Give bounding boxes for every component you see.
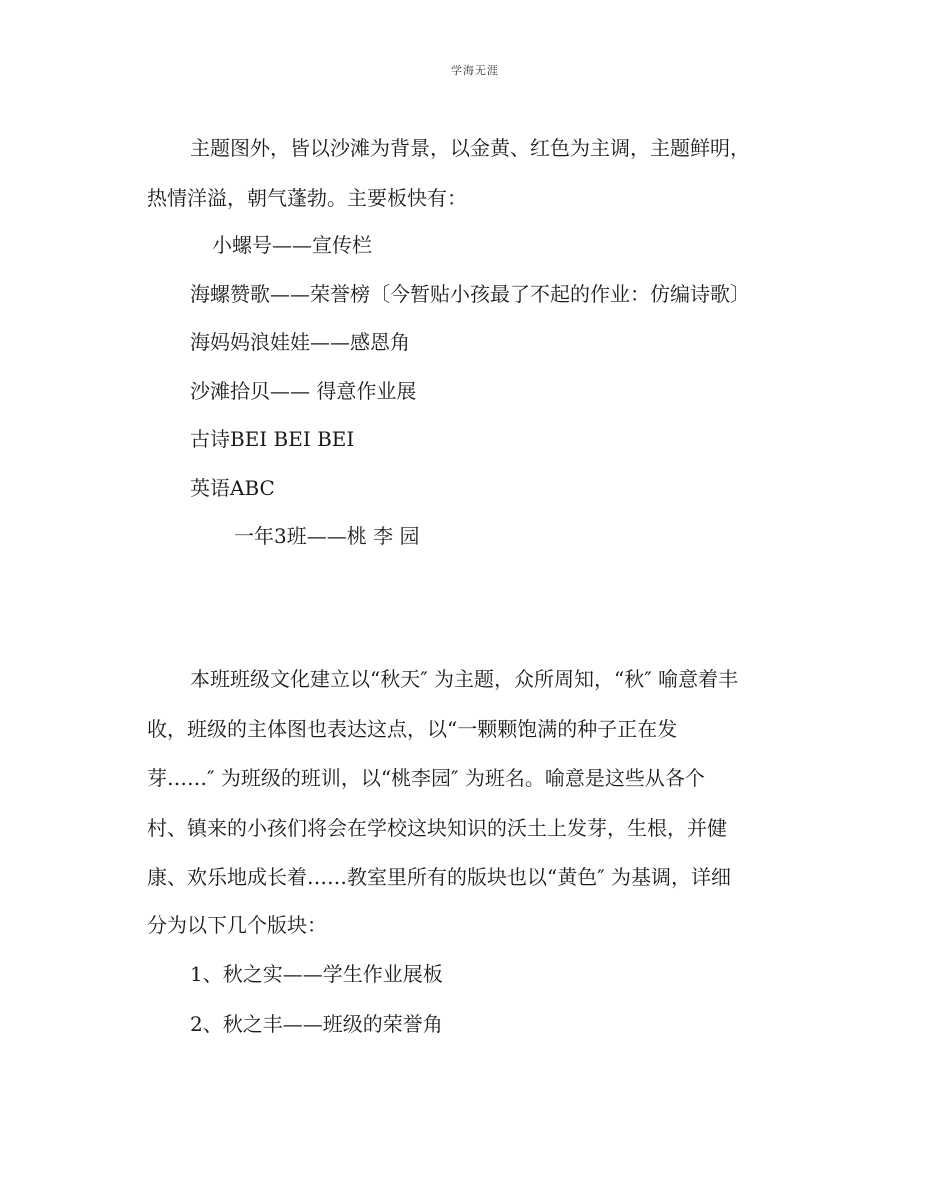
board-item-gushi: 古诗BEI BEI BEI: [190, 427, 355, 451]
board-item-yingyu: 英语ABC: [190, 476, 275, 500]
section-list-item-1: 1、秋之实——学生作业展板: [190, 962, 443, 986]
body-paragraph-line-3: 芽……″ 为班级的班训，以“桃李园″ 为班名。喻意是这些从各个: [147, 766, 705, 790]
intro-paragraph-line-1: 主题图外，皆以沙滩为背景，以金黄、红色为主调，主题鲜明，: [190, 136, 750, 160]
page-header: 学海无涯: [451, 64, 499, 77]
board-item-hailuo-zange: 海螺赞歌——荣誉榜〔今暂贴小孩最了不起的作业：仿编诗歌〕: [190, 282, 750, 306]
body-paragraph-line-5: 康、欢乐地成长着……教室里所有的版块也以“黄色″ 为基调，详细: [147, 865, 732, 889]
section-list-item-2: 2、秋之丰——班级的荣誉角: [190, 1012, 443, 1036]
board-item-haimama: 海妈妈浪娃娃——感恩角: [190, 330, 410, 354]
body-paragraph-line-4: 村、镇来的小孩们将会在学校这块知识的沃土上发芽，生根，并健: [147, 816, 727, 840]
board-item-shatan-shibei: 沙滩拾贝—— 得意作业展: [190, 379, 417, 403]
intro-paragraph-line-2: 热情洋溢，朝气蓬勃。主要板快有：: [147, 186, 467, 210]
body-paragraph-line-6: 分为以下几个版块：: [147, 913, 327, 937]
body-paragraph-line-2: 收，班级的主体图也表达这点，以“一颗颗饱满的种子正在发: [147, 717, 678, 741]
class-title: 一年3班——桃 李 园: [234, 524, 420, 548]
board-item-xiaoluohao: 小螺号——宣传栏: [212, 233, 372, 257]
body-paragraph-line-1: 本班班级文化建立以“秋天″ 为主题，众所周知，“秋″ 喻意着丰: [190, 667, 739, 691]
